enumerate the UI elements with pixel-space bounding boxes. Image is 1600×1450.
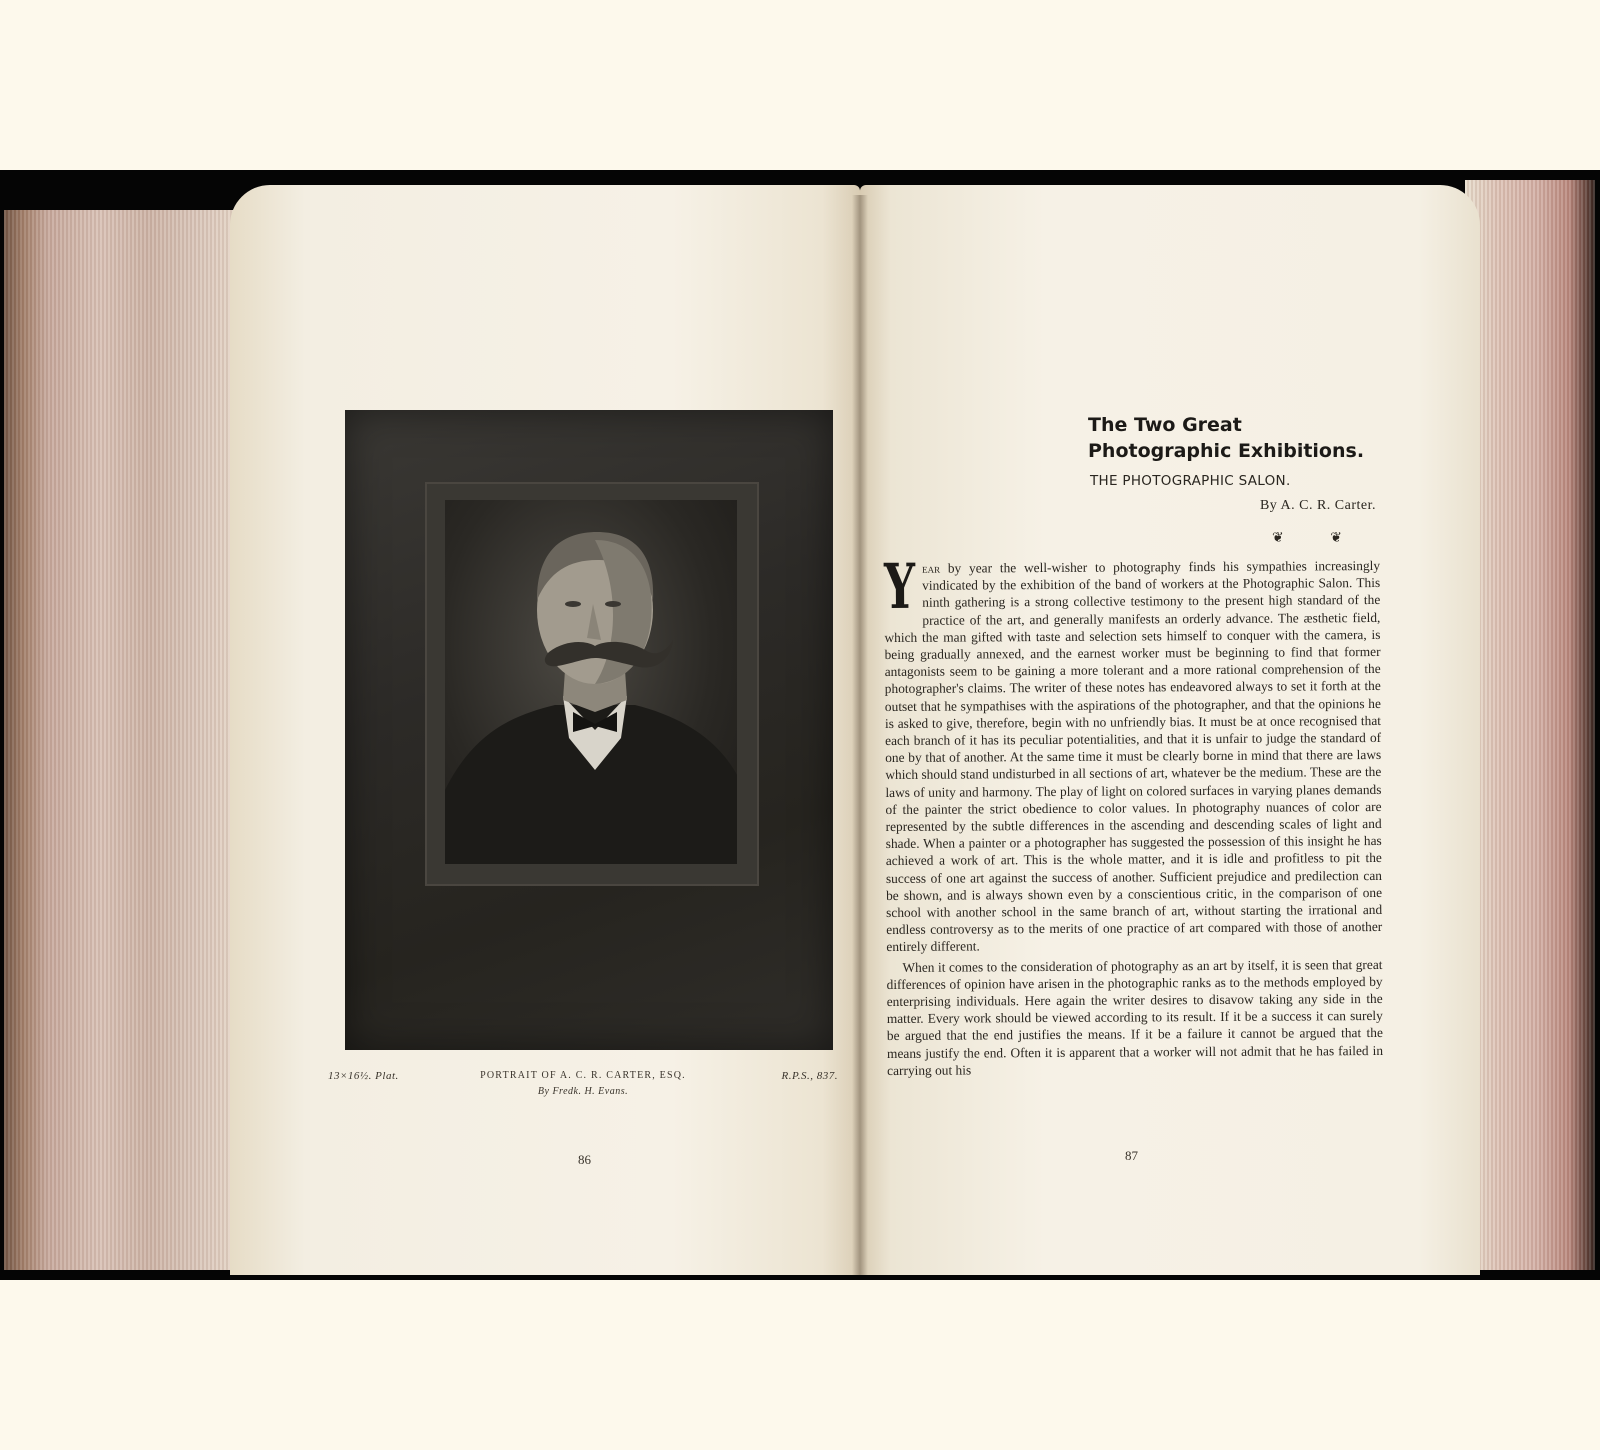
first-word-remainder: ear — [922, 560, 941, 576]
plate-title: PORTRAIT OF A. C. R. CARTER, ESQ. — [480, 1070, 686, 1081]
portrait-plate — [345, 410, 833, 1050]
portrait-photograph — [445, 500, 737, 864]
portrait-figure — [445, 500, 737, 864]
section-heading: THE PHOTOGRAPHIC SALON. — [1090, 473, 1291, 489]
article-body — [883, 549, 1384, 1079]
paragraph-1-text: by year the well-wisher to photography finds his sympathies increasingly vindicated by the exhibition of the band of workers at the Photographic Salon. This ninth gathering is a strong collective testimony to the present high standard of the practice of the art, and generally manifests an orderly advance. The æsthetic field, which the man gifted with taste and selection sets himself to conquer with the camera, is being gradually annexed, and the earnest worker must be beginning to find that former antagonists seem to be gaining a more tolerant and a more rational comprehension of the photographer's claims. The writer of these notes has endeavored always to set it forth at the outset that he sympathises with the aspirations of the photographer, and that the opinions he is asked to give, therefore, begin with no unfriendly bias. It must be at once recognised that each branch of it has its peculiar potentialities, and that it is unfair to judge the standard of one by that of another. At the same time it must be clearly borne in mind that there are laws which should stand undisturbed in all sections of art, whatever be the medium. These are the laws of unity and harmony. The play of light on colored surfaces in varying planes demands of the painter the strict obedience to color values. In photography nuances of color are represented by the subtle differences in the ascending and descending scales of light and shade. When a painter or a photographer has suggested the possession of this insight he has achieved a work of art. This is the whole matter, and it is idle and profitless to pit the success of one art against the success of another. Sufficient prejudice and predilection can be shown, and is always shown even by a conscientious critic, in the comparison of one school with another school in the same branch of art, without starting the irrational and endless controversy as to the merits of one practice of art compared with those of another entirely different. — [884, 557, 1383, 955]
author-byline: By A. C. R. Carter. — [1259, 498, 1376, 513]
article-title — [1088, 412, 1408, 464]
drop-cap: Y — [883, 549, 916, 623]
plate-reference: R.P.S., 837. — [781, 1070, 838, 1082]
fleuron-icon: ❦ — [1330, 530, 1342, 546]
page-number-left: 86 — [578, 1152, 591, 1167]
article-title-line-2: Photographic Exhibitions. — [1088, 440, 1365, 462]
body-paragraph: When it comes to the consideration of photography as an art by itself, it is seen that great differences of opinion have arisen in the photographic ranks as to the methods employed by enterprising individuals. Here again the writer desires to disavow taking any side in the matter. Every work should be viewed according to its result. If it be a success it can surely be argued that the end justifies the means. If it be a failure it cannot be argued that the means justify the end. Often it is apparent that a worker will not admit that he has failed in carrying out his — [886, 956, 1384, 1078]
article-title-line-1: The Two Great — [1088, 414, 1242, 436]
plate-caption — [328, 1070, 838, 1110]
book-gutter — [852, 195, 868, 1275]
body-paragraph — [883, 549, 1383, 956]
ornament-divider — [1272, 530, 1342, 546]
plate-mount — [425, 482, 759, 886]
plate-size-label: 13×16½. Plat. — [328, 1070, 399, 1082]
plate-credit: By Fredk. H. Evans. — [537, 1086, 629, 1097]
book-fore-edge-left — [4, 210, 244, 1270]
book-fore-edge-right — [1465, 180, 1595, 1270]
page-number-right: 87 — [1125, 1148, 1138, 1163]
fleuron-icon: ❦ — [1272, 530, 1284, 546]
